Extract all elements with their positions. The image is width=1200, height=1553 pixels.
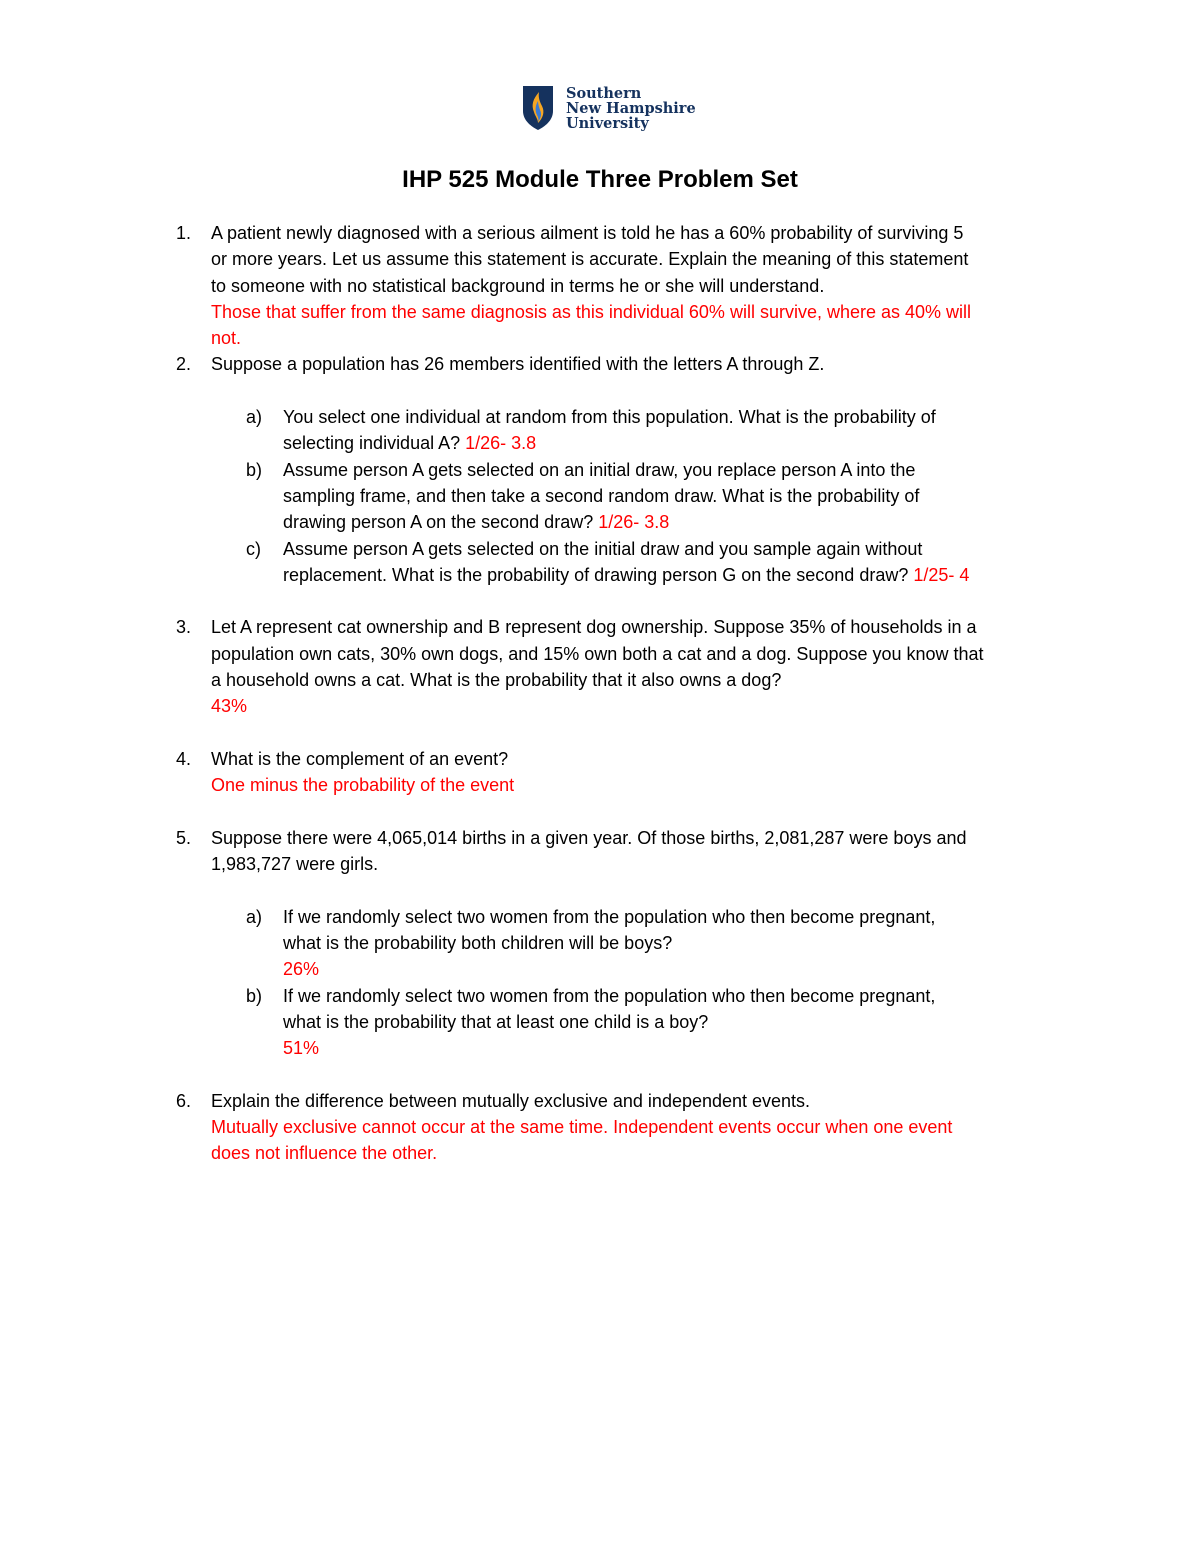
question-2	[0, 351, 1200, 377]
logo-line-3: University	[566, 114, 649, 132]
question-text-line: to someone with no statistical background in terms he or she will understand.	[211, 275, 825, 296]
problem-list	[0, 220, 1200, 1167]
question-text-line: drawing person A on the second draw?	[283, 512, 594, 533]
question-text-line: what is the probability both children will be boys?	[283, 933, 673, 954]
question-number: 4.	[176, 748, 192, 769]
answer-line: Those that suffer from the same diagnosis as this individual 60% will survive, where as 40% will	[211, 301, 972, 322]
question-2a	[0, 404, 1200, 457]
shield-flame-icon	[522, 85, 554, 131]
answer-line: Mutually exclusive cannot occur at the same time. Independent events occur when one event	[211, 1117, 953, 1138]
logo-wordmark	[566, 86, 696, 131]
question-text: What is the complement of an event?	[211, 748, 509, 769]
question-text-line: 1,983,727 were girls.	[211, 854, 379, 875]
question-text: Suppose a population has 26 members identified with the letters A through Z.	[211, 354, 825, 375]
sub-question-letter: b)	[246, 459, 263, 480]
answer: 51%	[283, 1038, 320, 1059]
question-number: 6.	[176, 1090, 192, 1111]
answer-line: does not influence the other.	[211, 1143, 438, 1164]
sub-question-letter: a)	[246, 906, 263, 927]
sub-question-letter: c)	[246, 538, 261, 559]
question-text-line: sampling frame, and then take a second random draw. What is the probability of	[283, 485, 920, 506]
question-text: Explain the difference between mutually exclusive and independent events.	[211, 1090, 811, 1111]
answer: 1/25- 4	[913, 564, 970, 585]
question-4	[0, 746, 1200, 799]
question-text-line: Suppose there were 4,065,014 births in a given year. Of those births, 2,081,287 were boys and	[211, 827, 967, 848]
question-text-line: replacement. What is the probability of drawing person G on the second draw?	[283, 564, 909, 585]
question-text-line: or more years. Let us assume this statement is accurate. Explain the meaning of this statement	[211, 249, 969, 270]
answer: 43%	[211, 696, 248, 717]
question-number: 2.	[176, 354, 192, 375]
answer: 1/26- 3.8	[465, 433, 537, 454]
question-text-line: what is the probability that at least one child is a boy?	[283, 1011, 709, 1032]
question-text-line: Let A represent cat ownership and B represent dog ownership. Suppose 35% of households in a	[211, 617, 977, 638]
logo-line-1: Southern	[566, 84, 642, 102]
question-text-line: A patient newly diagnosed with a serious ailment is told he has a 60% probability of surviving 5	[211, 223, 964, 243]
answer-line: not.	[211, 328, 242, 349]
question-number: 5.	[176, 827, 192, 848]
question-3	[0, 614, 1200, 719]
question-text-line: Assume person A gets selected on an initial draw, you replace person A into the	[283, 459, 916, 480]
question-text-line: selecting individual A?	[283, 433, 461, 454]
question-5a	[0, 904, 1200, 983]
university-logo	[522, 84, 696, 132]
question-text-line: a household owns a cat. What is the probability that it also owns a dog?	[211, 670, 782, 691]
sub-question-letter: a)	[246, 407, 263, 428]
question-text-line: Assume person A gets selected on the initial draw and you sample again without	[283, 538, 923, 559]
question-text-line: population own cats, 30% own dogs, and 15% own both a cat and a dog. Suppose you know that	[211, 643, 984, 664]
question-2c	[0, 536, 1200, 589]
question-text-line: You select one individual at random from this population. What is the probability of	[283, 407, 936, 428]
sub-question-letter: b)	[246, 985, 263, 1006]
question-6	[0, 1088, 1200, 1167]
question-1	[0, 220, 1200, 351]
answer: One minus the probability of the event	[211, 775, 515, 796]
question-text-line: If we randomly select two women from the population who then become pregnant,	[283, 906, 936, 927]
answer: 1/26- 3.8	[598, 512, 670, 533]
question-5	[0, 825, 1200, 878]
question-number: 1.	[176, 223, 192, 243]
question-5b	[0, 983, 1200, 1062]
question-2b	[0, 457, 1200, 536]
question-text-line: If we randomly select two women from the population who then become pregnant,	[283, 985, 936, 1006]
logo-line-2: New Hampshire	[566, 99, 696, 117]
answer: 26%	[283, 959, 320, 980]
question-number: 3.	[176, 617, 192, 638]
page-title: IHP 525 Module Three Problem Set	[402, 166, 798, 193]
